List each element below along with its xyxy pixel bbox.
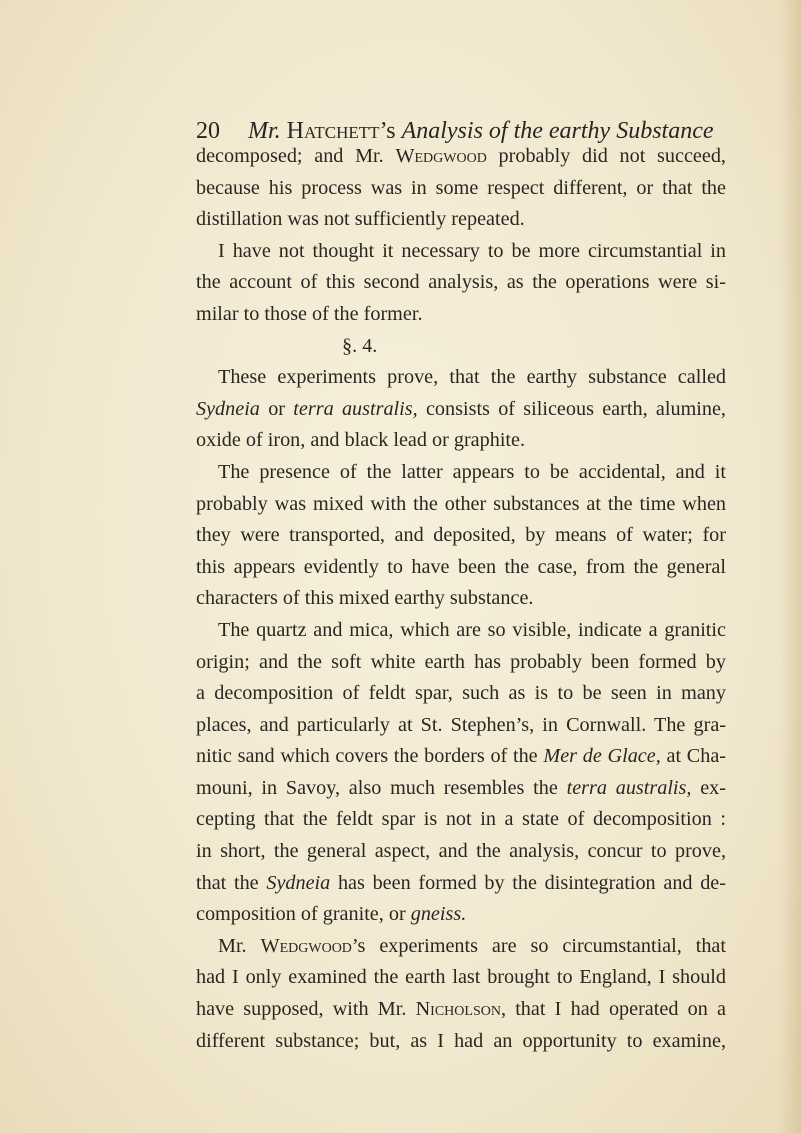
text-line: different substance; but, as I had an opportunity to examine, xyxy=(196,1029,726,1052)
text-line: milar to those of the former. xyxy=(196,302,423,325)
italic-term: Mer de Glace, xyxy=(543,745,661,768)
small-caps-name: Wedgwood xyxy=(260,934,352,957)
text-line: nitic sand which covers the borders of the Mer de Glace, at Cha- xyxy=(196,745,727,768)
body-text xyxy=(196,141,726,1057)
text-line: the account of this second analysis, as the operations were si- xyxy=(196,271,726,294)
header-possessive: ’s xyxy=(379,118,396,144)
text-line: in short, the general aspect, and the analysis, concur to prove, xyxy=(196,840,726,863)
text-line: Mr. Wedgwood’s experiments are so circumstantial, that xyxy=(218,934,726,957)
header-author-name: Hatchett xyxy=(286,118,380,144)
text-line: decomposed; and Mr. Wedgwood probably did not succeed, xyxy=(196,145,726,167)
italic-term: gneiss. xyxy=(410,903,467,926)
text-line: they were transported, and deposited, by means of water; for xyxy=(196,524,726,547)
text-line: because his process was in some respect different, or that the xyxy=(196,176,726,199)
italic-term: Sydneia xyxy=(266,871,331,894)
text-line: oxide of iron, and black lead or graphite. xyxy=(196,429,526,452)
text-line: §. 4. xyxy=(342,334,378,357)
text-line: probably was mixed with the other substances at the time when xyxy=(196,492,726,515)
text-line: have supposed, with Mr. Nicholson, that I had operated on a xyxy=(196,998,726,1021)
page-edge-shadow xyxy=(779,0,801,1133)
small-caps-name: Wedgwood xyxy=(395,145,487,167)
text-line: distillation was not sufficiently repeated. xyxy=(196,208,525,231)
text-line: mouni, in Savoy, also much resembles the terra australis, ex- xyxy=(196,776,726,799)
text-line: that the Sydneia has been formed by the disintegration and de- xyxy=(196,871,726,894)
text-line: The quartz and mica, which are so visible, indicate a granitic xyxy=(218,618,726,641)
text-line: this appears evidently to have been the case, from the general xyxy=(196,555,726,578)
text-line: cepting that the feldt spar is not in a state of decomposition : xyxy=(196,808,726,831)
italic-term: terra australis, xyxy=(293,397,418,420)
header-title-rest: Analysis of the earthy Substance xyxy=(401,118,714,144)
text-line: characters of this mixed earthy substance. xyxy=(196,587,534,610)
text-line: I have not thought it necessary to be more circumstantial in xyxy=(218,239,726,262)
text-line: had I only examined the earth last brought to England, I should xyxy=(196,966,726,989)
text-line: These experiments prove, that the earthy substance called xyxy=(218,366,726,389)
header-title-prefix: Mr. xyxy=(248,118,281,144)
text-line: The presence of the latter appears to be accidental, and it xyxy=(218,460,726,483)
italic-term: terra australis, xyxy=(566,776,692,799)
page-number: 20 xyxy=(196,118,220,144)
small-caps-name: Nicholson xyxy=(415,998,501,1021)
text-line: a decomposition of feldt spar, such as is to be seen in many xyxy=(196,682,726,705)
text-line: origin; and the soft white earth has probably been formed by xyxy=(196,650,726,673)
text-line: places, and particularly at St. Stephen’s, in Cornwall. The gra- xyxy=(196,713,726,736)
text-line: Sydneia or terra australis, consists of siliceous earth, alumine, xyxy=(196,397,726,420)
italic-term: Sydneia xyxy=(196,397,260,420)
text-line: composition of granite, or gneiss. xyxy=(196,903,467,926)
